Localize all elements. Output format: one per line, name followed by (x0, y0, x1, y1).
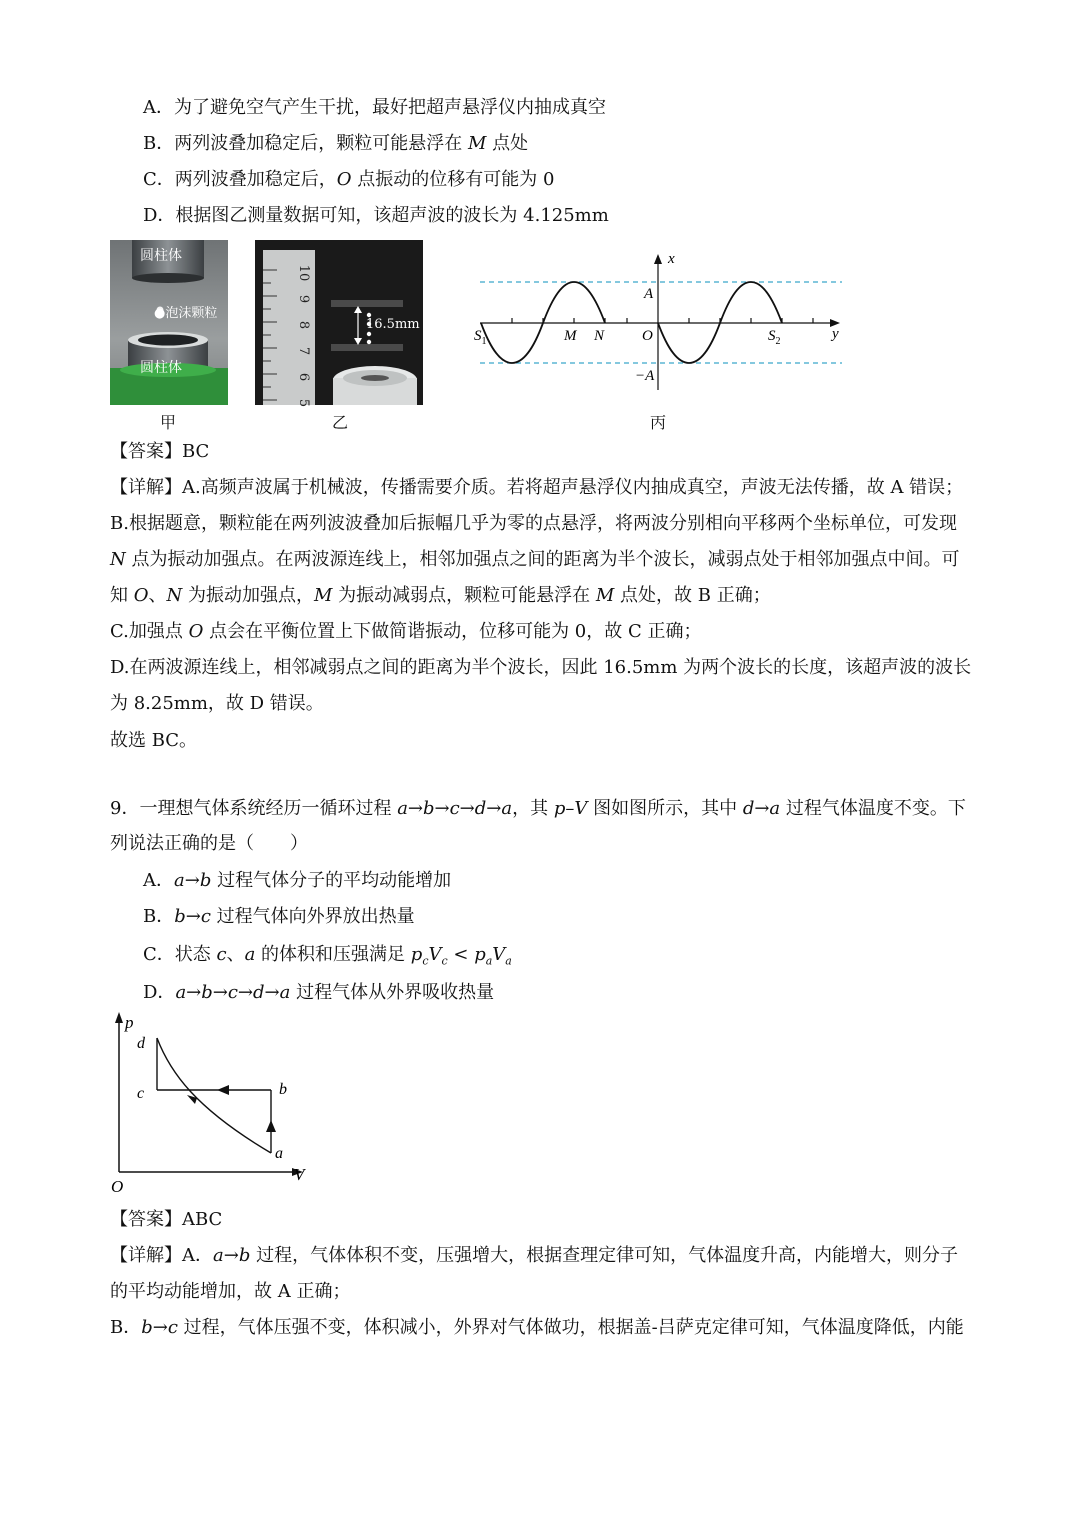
figure-bing (470, 250, 850, 400)
caption-bing: 丙 (649, 413, 666, 432)
q8-detail-2: B.根据题意，颗粒能在两列波波叠加后振幅几乎为零的点悬浮，将两波分别相向平移两个坐标单位，可发现 (110, 513, 957, 534)
q8-detail-7: 为 8.25mm，故 D 错误。 (110, 693, 324, 714)
origin-o-label: O (111, 1177, 124, 1196)
ruler-tick-6: 6 (296, 372, 311, 382)
q9-option-d: D．a→b→c→d→a 过程气体从外界吸收热量 (143, 982, 495, 1003)
q8-detail-5: C.加强点 O 点会在平衡位置上下做简谐振动，位移可能为 0，故 C 正确； (110, 621, 702, 642)
state-a-label: a (275, 1145, 283, 1162)
q8-detail-4: 知 O、N 为振动加强点，M 为振动减弱点，颗粒可能悬浮在 M 点处，故 B 正确； (110, 585, 771, 606)
q8-option-a: A．为了避免空气产生干扰，最好把超声悬浮仪内抽成真空 (143, 97, 606, 118)
neg-amplitude-label: −A (635, 368, 655, 384)
ruler-numbers (293, 260, 313, 416)
x-axis-label: x (668, 251, 675, 267)
label-foam-particle: ●泡沫颗粒 (154, 306, 218, 321)
s1-label: $S_1$ (474, 328, 487, 347)
label-cylinder-top: 圆柱体 (140, 248, 182, 264)
state-c-label: c (137, 1085, 145, 1102)
q9-option-a: A．a→b 过程气体分子的平均动能增加 (143, 870, 452, 891)
q8-option-c: C．两列波叠加稳定后，O 点振动的位移有可能为 0 (143, 169, 555, 190)
p-axis-label: p (125, 1013, 134, 1032)
q9-answer: 【答案】ABC (110, 1209, 223, 1230)
ruler-tick-9: 9 (296, 294, 311, 304)
q9-detail-2: 的平均动能增加，故 A 正确； (110, 1281, 351, 1302)
q9-option-c: C．状态 c、a 的体积和压强满足 $p_cV_c < p_aV_a$ (143, 944, 512, 968)
pv-graph (105, 1010, 320, 1200)
ruler-tick-8: 8 (296, 320, 311, 330)
ruler-tick-10: 10 (296, 264, 311, 282)
q8-option-b: B．两列波叠加稳定后，颗粒可能悬浮在 M 点处 (143, 133, 529, 154)
q8-answer: 【答案】BC (110, 441, 210, 462)
q9-stem-2: 列说法正确的是（ ） (110, 833, 308, 854)
state-b-label: b (279, 1081, 287, 1098)
ruler-tick-5: 5 (296, 398, 311, 408)
q9-option-b: B．b→c 过程气体向外界放出热量 (143, 906, 415, 927)
v-axis-label: V (294, 1165, 305, 1184)
figure-yi (255, 240, 423, 408)
m-label: M (564, 328, 577, 344)
q8-detail-1: 【详解】A.高频声波属于机械波，传播需要介质。若将超声悬浮仪内抽成真空，声波无法传播，故 A 错误； (110, 477, 964, 498)
ruler-tick-7: 7 (296, 346, 311, 356)
q9-detail-1: 【详解】A．a→b 过程，气体体积不变，压强增大，根据查理定律可知，气体温度升高，内能增大，则分子 (110, 1245, 959, 1266)
figure-jia (110, 240, 228, 405)
origin-label: O (642, 328, 653, 344)
s2-label: $S_2$ (768, 328, 781, 347)
pv-diagram (105, 1010, 320, 1200)
measure-label: 16.5mm (366, 317, 420, 332)
n-label: N (594, 328, 605, 344)
caption-yi: 乙 (331, 413, 348, 432)
q8-option-d: D．根据图乙测量数据可知，该超声波的波长为 4.125mm (143, 205, 609, 226)
state-d-label: d (137, 1035, 145, 1052)
q8-conclusion: 故选 BC。 (110, 730, 198, 751)
q8-detail-3: N 点为振动加强点。在两波源连线上，相邻加强点之间的距离为半个波长，减弱点处于相邻加强点中间。可 (110, 549, 960, 570)
label-cylinder-bottom: 圆柱体 (140, 360, 182, 376)
q9-stem-1: 9．一理想气体系统经历一循环过程 a→b→c→d→a，其 p–V 图如图所示，其中 d→a 过程气体温度不变。下 (110, 798, 966, 819)
y-axis-label: y (832, 326, 839, 342)
caption-jia: 甲 (159, 413, 176, 432)
q8-detail-6: D.在两波源连线上，相邻减弱点之间的距离为半个波长，因此 16.5mm 为两个波长的长度，该超声波的波长 (110, 657, 972, 678)
q9-detail-3: B．b→c 过程，气体压强不变，体积减小，外界对气体做功，根据盖-吕萨克定律可知，气体温度降低，内能 (110, 1317, 964, 1338)
wave-diagram (470, 250, 850, 400)
amplitude-label: A (644, 286, 654, 302)
